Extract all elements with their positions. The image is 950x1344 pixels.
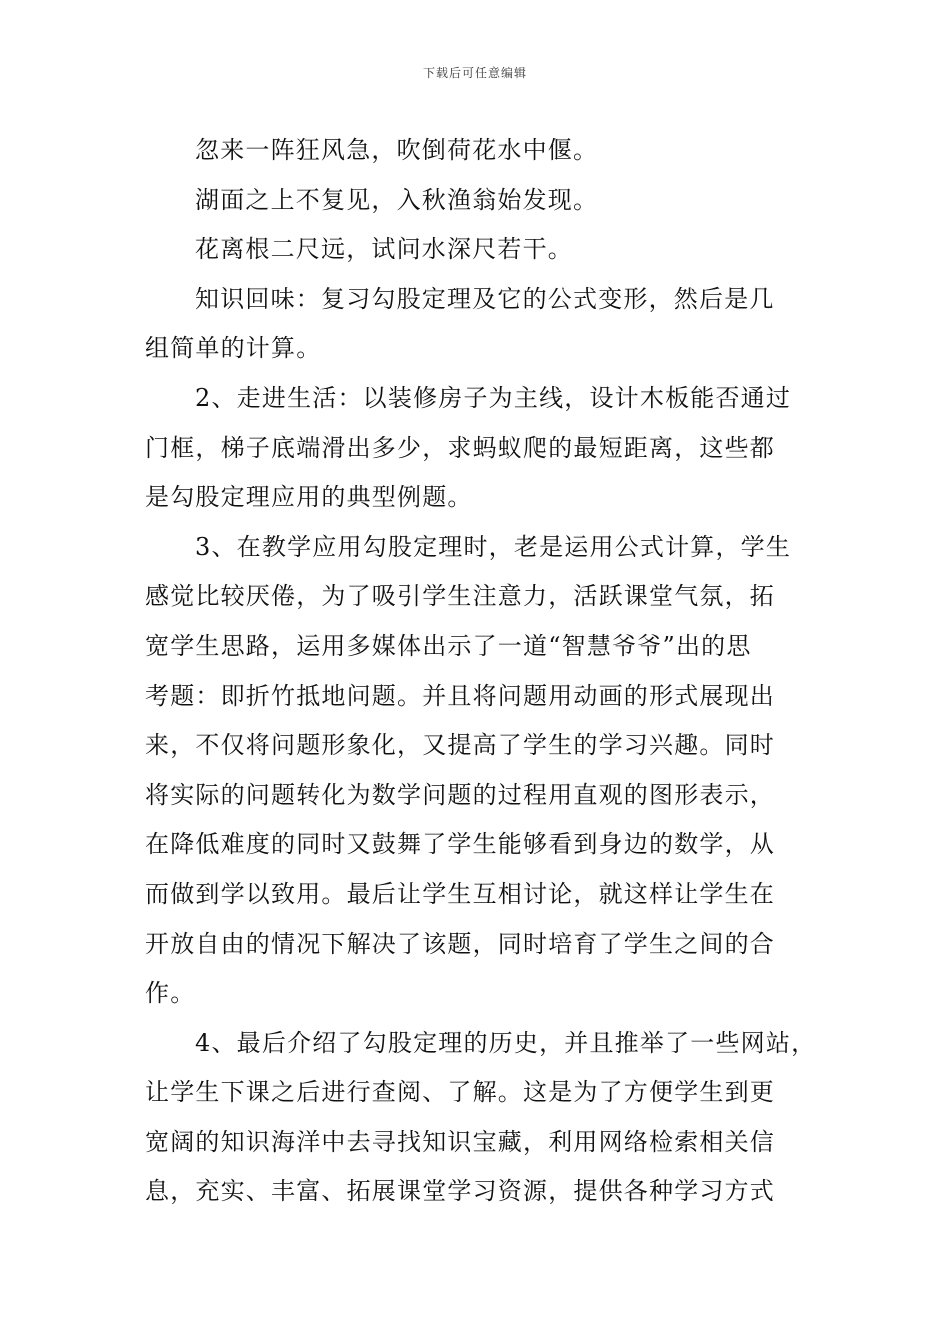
text-line: 感觉比较厌倦，为了吸引学生注意力，活跃课堂气氛，拓 — [145, 582, 775, 611]
text-line: 考题：即折竹抵地问题。并且将问题用动画的形式展现出 — [145, 681, 775, 710]
text-line: 花离根二尺远，试问水深尺若干。 — [195, 235, 573, 264]
text-line: 息，充实、丰富、拓展课堂学习资源，提供各种学习方式 — [145, 1177, 775, 1206]
text-line: 2、走进生活：以装修房子为主线，设计木板能否通过 — [195, 383, 792, 412]
text-line: 让学生下课之后进行查阅、了解。这是为了方便学生到更 — [145, 1078, 775, 1107]
text-line: 门框，梯子底端滑出多少，求蚂蚁爬的最短距离，这些都 — [145, 433, 775, 462]
text-line: 将实际的问题转化为数学问题的过程用直观的图形表示， — [145, 780, 775, 809]
text-line: 而做到学以致用。最后让学生互相讨论，就这样让学生在 — [145, 879, 775, 908]
text-line: 4、最后介绍了勾股定理的历史，并且推举了一些网站， — [195, 1028, 817, 1057]
text-line: 知识回味：复习勾股定理及它的公式变形，然后是几 — [195, 284, 775, 313]
text-line: 是勾股定理应用的典型例题。 — [145, 483, 473, 512]
text-line: 组简单的计算。 — [145, 334, 322, 363]
text-line: 来，不仅将问题形象化，又提高了学生的学习兴趣。同时 — [145, 731, 775, 760]
page-header-note: 下载后可任意编辑 — [422, 66, 527, 80]
text-line: 湖面之上不复见，入秋渔翁始发现。 — [195, 185, 599, 214]
text-line: 开放自由的情况下解决了该题，同时培育了学生之间的合 — [145, 929, 775, 958]
text-line: 在降低难度的同时又鼓舞了学生能够看到身边的数学，从 — [145, 830, 775, 859]
text-line: 宽阔的知识海洋中去寻找知识宝藏，利用网络检索相关信 — [145, 1127, 775, 1156]
text-line: 3、在教学应用勾股定理时，老是运用公式计算，学生 — [195, 532, 792, 561]
document-body — [145, 126, 815, 1217]
text-line: 作。 — [145, 979, 196, 1008]
text-line: 忽来一阵狂风急，吹倒荷花水中偃。 — [195, 136, 599, 164]
text-line: 宽学生思路，运用多媒体出示了一道“智慧爷爷”出的思 — [145, 631, 752, 660]
